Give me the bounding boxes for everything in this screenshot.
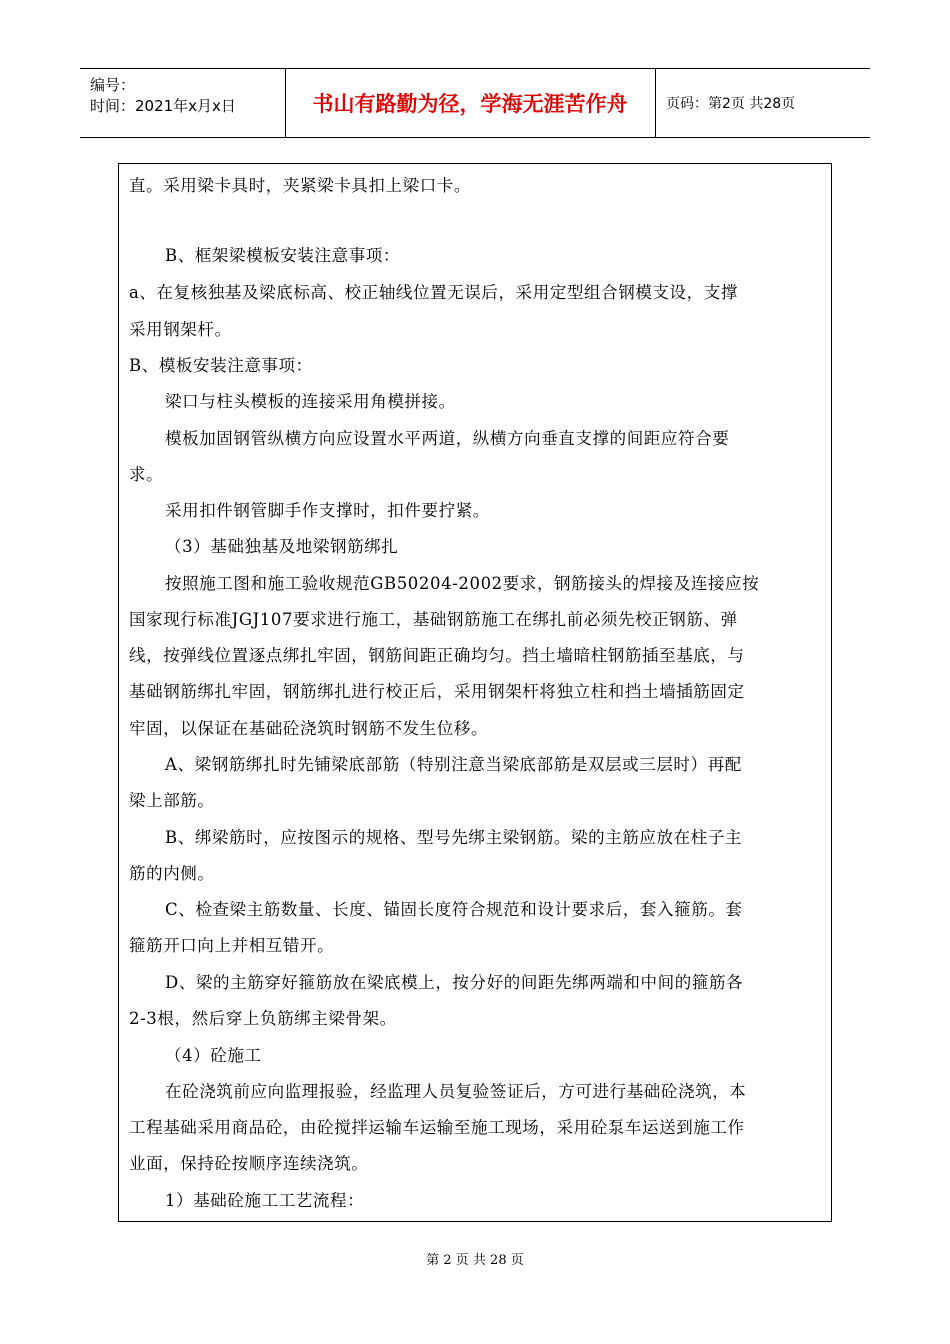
text-line: 业面，保持砼按顺序连续浇筑。 [129,1154,369,1173]
text-line: B、绑梁筋时，应按图示的规格、型号先绑主梁钢筋。梁的主筋应放在柱子主 [165,828,743,847]
text-line: B、模板安装注意事项： [129,356,313,375]
text-line: 工程基础采用商品砼，由砼搅拌运输车运输至施工现场，采用砼泵车运送到施工作 [129,1118,745,1137]
content-box [118,163,832,1222]
page-footer: 第 2 页 共 28 页 [426,1253,524,1268]
page-header [80,68,870,138]
text-line: A、梁钢筋绑扎时先铺梁底部筋（特别注意当梁底部筋是双层或三层时）再配 [165,755,742,774]
header-page-info: 页码：第2页 共28页 [666,96,796,112]
text-line: 梁上部筋。 [129,791,215,810]
document-time-label: 时间：2021年x月x日 [90,97,236,115]
text-line: 线，按弹线位置逐点绑扎牢固，钢筋间距正确均匀。挡土墙暗柱钢筋插至基底，与 [129,646,745,665]
text-line: 采用钢架杆。 [129,320,232,339]
text-line: 基础钢筋绑扎牢固，钢筋绑扎进行校正后，采用钢架杆将独立柱和挡土墙插筋固定 [129,682,745,701]
header-motto: 书山有路勤为径，学海无涯苦作舟 [285,69,656,137]
text-line: 国家现行标准JGJ107要求进行施工，基础钢筋施工在绑扎前必须先校正钢筋、弹 [129,610,738,629]
text-line: 牢固，以保证在基础砼浇筑时钢筋不发生位移。 [129,719,489,738]
text-line: D、梁的主筋穿好箍筋放在梁底模上，按分好的间距先绑两端和中间的箍筋各 [165,973,744,992]
text-line: 采用扣件钢管脚手作支撑时，扣件要拧紧。 [165,501,490,520]
text-line: 1）基础砼施工工艺流程： [165,1191,365,1210]
document-number-label: 编号： [90,76,136,94]
text-line: 按照施工图和施工验收规范GB50204-2002要求，钢筋接头的焊接及连接应按 [165,574,760,593]
text-line: 模板加固钢管纵横方向应设置水平两道，纵横方向垂直支撑的间距应符合要 [165,429,730,448]
text-line: a、在复核独基及梁底标高、校正轴线位置无误后，采用定型组合钢模支设，支撑 [129,283,738,302]
text-line: 直。采用梁卡具时，夹紧梁卡具扣上梁口卡。 [129,176,471,195]
text-line: 求。 [129,465,164,484]
text-line: C、检查梁主筋数量、长度、锚固长度符合规范和设计要求后，套入箍筋。套 [165,900,743,919]
text-line: 在砼浇筑前应向监理报验，经监理人员复验签证后，方可进行基础砼浇筑，本 [165,1082,747,1101]
text-line: 筋的内侧。 [129,864,215,883]
text-line: 2-3根，然后穿上负筋绑主梁骨架。 [129,1009,397,1028]
text-line: 箍筋开口向上并相互错开。 [129,936,335,955]
text-line: （3）基础独基及地梁钢筋绑扎 [165,537,399,556]
text-line: （4）砼施工 [165,1046,262,1065]
header-meta-cell [80,69,286,137]
text-line: B、框架梁模板安装注意事项： [165,246,401,265]
text-line: 梁口与柱头模板的连接采用角模拼接。 [165,392,456,411]
